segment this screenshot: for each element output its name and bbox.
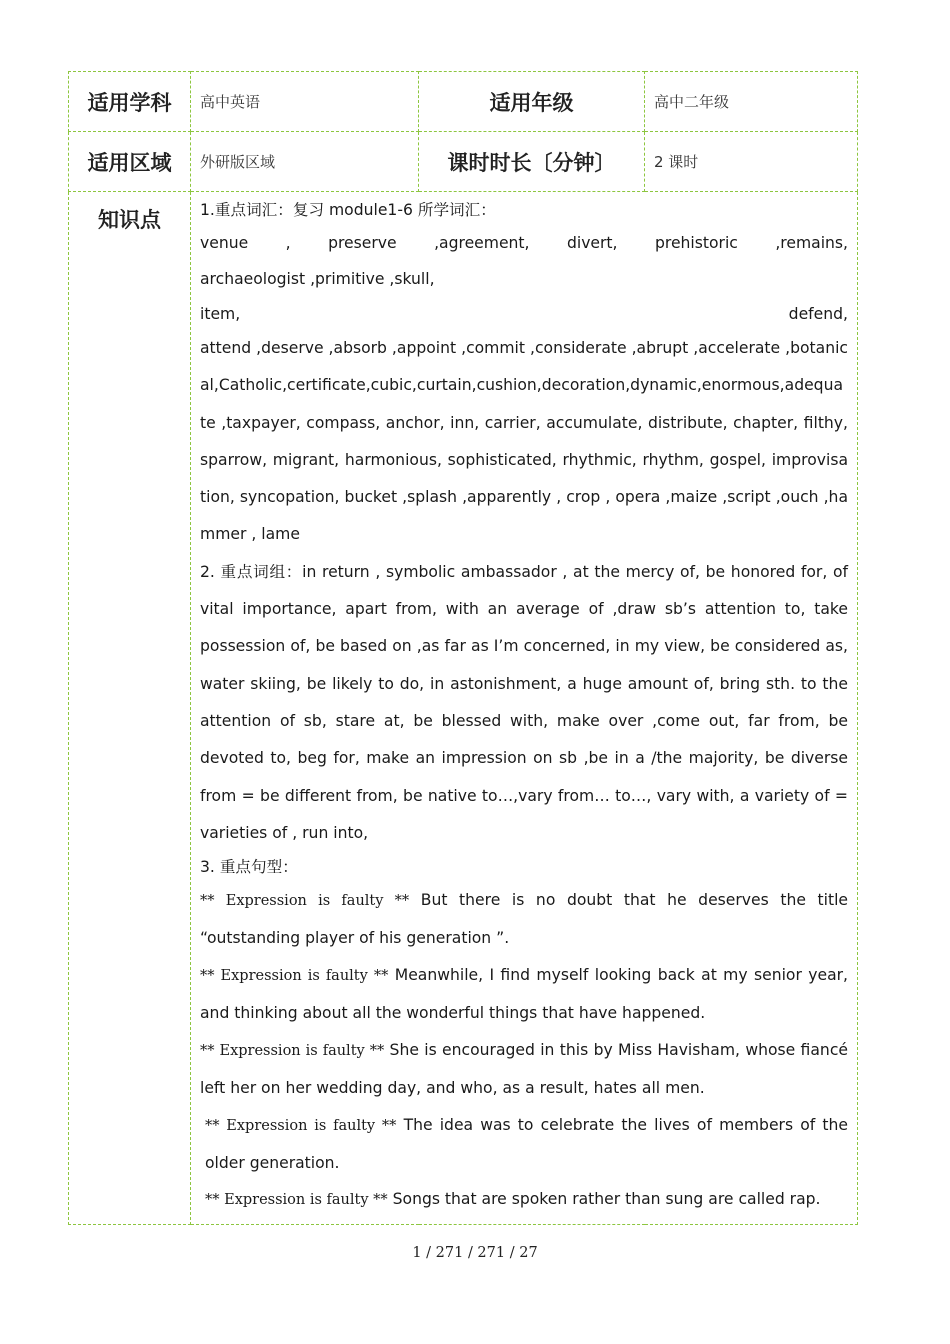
- grade-value: 高中二年级: [645, 72, 858, 132]
- region-label: 适用区域: [69, 132, 191, 192]
- sentence-text: Meanwhile, I find myself looking back at my senior year, and thinking about all the wonderful things that have happened.: [200, 966, 848, 1023]
- error-marker: ** Expression is faulty **: [205, 1118, 397, 1135]
- table-row: [69, 132, 858, 192]
- sentence-text: The idea was to celebrate the lives of members of the older generation.: [205, 1116, 848, 1173]
- duration-value: 2 课时: [645, 132, 858, 192]
- vocab-line-2: archaeologist ,primitive ,skull,: [200, 270, 435, 288]
- sentence-item: [200, 957, 848, 1032]
- knowledge-label: 知识点: [69, 192, 191, 1225]
- region-value: 外研版区域: [191, 132, 419, 192]
- sentence-heading: 3. 重点句型：: [200, 858, 298, 877]
- duration-label: 课时时长〔分钟〕: [419, 132, 645, 192]
- subject-value: 高中英语: [191, 72, 419, 132]
- vocab-list: attend ,deserve ,absorb ,appoint ,commit ,considerate ,abrupt ,accelerate ,botanical,Catholic,certificate,cubic,curtain,cushion,decoration,dynamic,enormous,adequate ,taxpayer, compass, anchor, inn, carrier, accumulate, distribute, chapter, filthy, sparrow, migrant, harmonious, sophisticated, rhythmic, rhythm, gospel, improvisation, syncopation, bucket ,splash ,apparently , crop , opera ,maize ,script ,ouch ,hammer , lame: [200, 339, 848, 544]
- sentence-item: [200, 1182, 848, 1217]
- subject-label: 适用学科: [69, 72, 191, 132]
- grade-label: 适用年级: [419, 72, 645, 132]
- error-marker: ** Expression is faulty **: [200, 968, 389, 985]
- table-row: [69, 72, 858, 132]
- error-marker: ** Expression is faulty **: [200, 893, 410, 910]
- sentence-text: She is encouraged in this by Miss Havisham, whose fiancé left her on her wedding day, and who, as a result, hates all men.: [200, 1041, 848, 1098]
- vocab-heading: 1.重点词汇：复习 module1-6 所学词汇：: [200, 201, 496, 219]
- knowledge-content: [191, 192, 858, 1225]
- sentence-item: [200, 1107, 848, 1182]
- sentence-text: But there is no doubt that he deserves the title “outstanding player of his generation ”.: [200, 891, 848, 948]
- error-marker: ** Expression is faulty **: [200, 1043, 385, 1060]
- page-number: 1 / 271 / 271 / 27: [412, 1245, 538, 1261]
- table-row: [69, 192, 858, 1225]
- sentence-item: [200, 882, 848, 957]
- phrase-list: 2. 重点词组：in return , symbolic ambassador , at the mercy of, be honored for, of vital importance, apart from, with an average of ,draw sb’s attention to, take possession of, be based on ,as far as I’m concerned, in my view, be considered as, water skiing, be likely to do, in astonishment, a huge amount of, bring sth. to the attention of sb, stare at, be blessed with, make over ,come out, far from, be devoted to, beg for, make an impression on sb ,be in a /the majority, be diverse from = be different from, be native to…,vary from… to…, vary with, a variety of = varieties of , run into,: [200, 562, 848, 842]
- sentence-text: Songs that are spoken rather than sung are called rap.: [387, 1190, 821, 1209]
- vocab-line-1: venue , preserve ,agreement, divert, prehistoric ,remains,: [200, 234, 848, 252]
- lesson-info-table: [68, 71, 858, 1225]
- error-marker: ** Expression is faulty **: [205, 1192, 388, 1209]
- sentence-item: [200, 1032, 848, 1107]
- vocab-line-3: item, defend,: [200, 305, 848, 323]
